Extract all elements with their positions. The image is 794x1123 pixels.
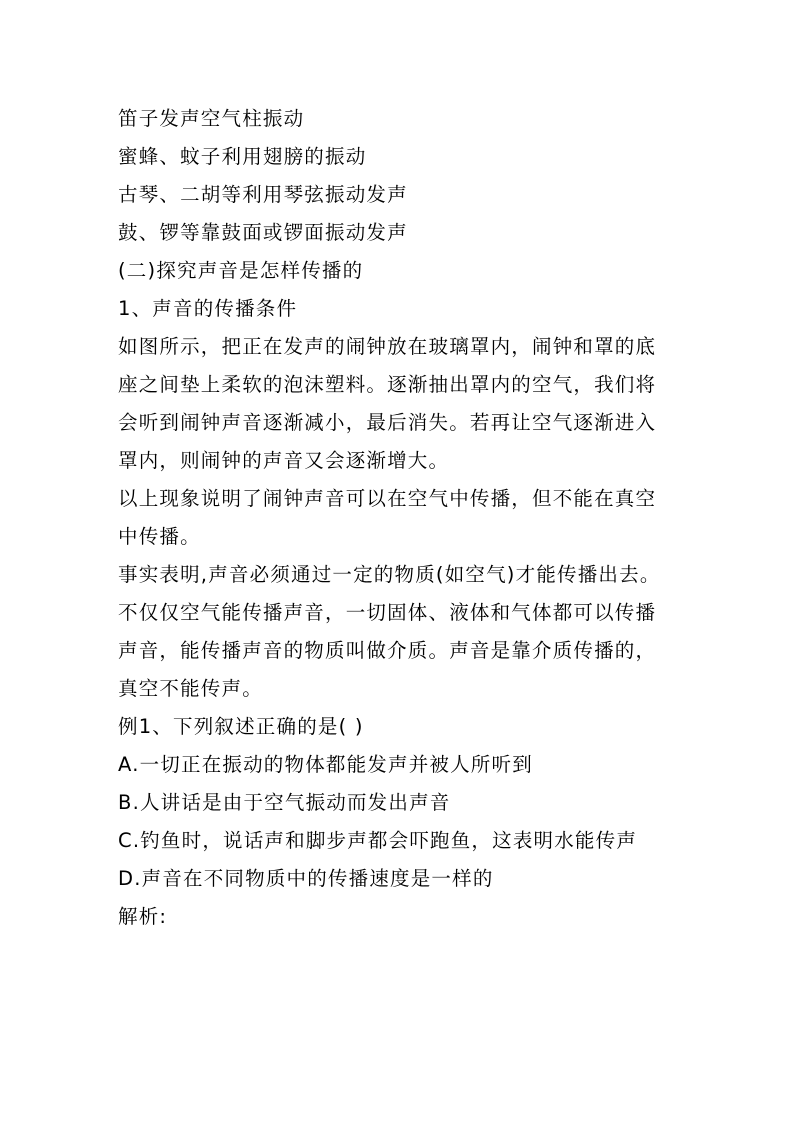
text-line: 古琴、二胡等利用琴弦振动发声 bbox=[118, 183, 408, 206]
subsection-heading: 1、声音的传播条件 bbox=[118, 297, 298, 320]
paragraph-line: 不仅仅空气能传播声音，一切固体、液体和气体都可以传播 bbox=[118, 601, 657, 624]
text-line: 蜜蜂、蚊子利用翅膀的振动 bbox=[118, 145, 367, 168]
example-question: 例1、下列叙述正确的是( ) bbox=[118, 715, 364, 738]
paragraph-line: 座之间垫上柔软的泡沫塑料。逐渐抽出罩内的空气，我们将 bbox=[118, 373, 657, 396]
paragraph-line: 中传播。 bbox=[118, 525, 201, 548]
text-line: 鼓、锣等靠鼓面或锣面振动发声 bbox=[118, 221, 408, 244]
paragraph-line: 以上现象说明了闹钟声音可以在空气中传播，但不能在真空 bbox=[118, 487, 657, 510]
option-a: A.一切正在振动的物体都能发声并被人所听到 bbox=[118, 753, 533, 776]
paragraph-line: 事实表明,声音必须通过一定的物质(如空气)才能传播出去。 bbox=[118, 563, 661, 586]
paragraph-line: 声音，能传播声音的物质叫做介质。声音是靠介质传播的， bbox=[118, 639, 657, 662]
paragraph-line: 真空不能传声。 bbox=[118, 677, 263, 700]
option-b: B.人讲话是由于空气振动而发出声音 bbox=[118, 791, 451, 814]
option-c: C.钓鱼时，说话声和脚步声都会吓跑鱼，这表明水能传声 bbox=[118, 829, 638, 852]
section-heading: (二)探究声音是怎样传播的 bbox=[118, 259, 364, 282]
analysis-label: 解析: bbox=[118, 905, 168, 928]
option-d: D.声音在不同物质中的传播速度是一样的 bbox=[118, 867, 494, 890]
paragraph-line: 如图所示，把正在发声的闹钟放在玻璃罩内，闹钟和罩的底 bbox=[118, 335, 657, 358]
text-line: 笛子发声空气柱振动 bbox=[118, 107, 305, 130]
paragraph-line: 罩内，则闹钟的声音又会逐渐增大。 bbox=[118, 449, 450, 472]
document-body bbox=[118, 100, 688, 936]
paragraph-line: 会听到闹钟声音逐渐减小，最后消失。若再让空气逐渐进入 bbox=[118, 411, 657, 434]
